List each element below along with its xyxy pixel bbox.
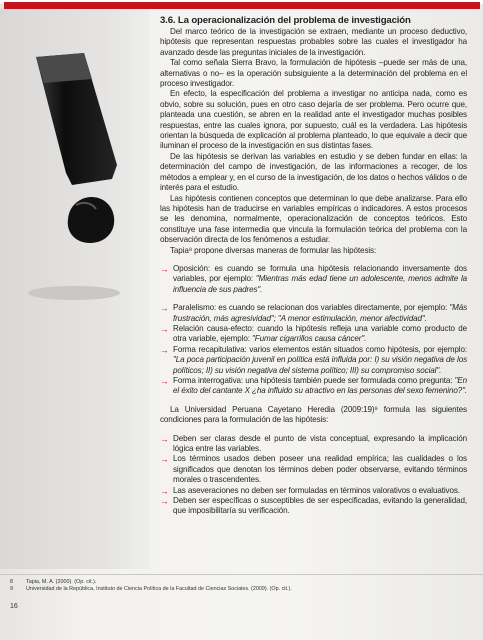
hypothesis-form-oposicion	[160, 264, 467, 295]
hypothesis-forms-list	[160, 303, 467, 397]
paragraph: La Universidad Peruana Cayetano Heredia (2009:19)⁹ formula las siguientes condiciones para la formulación de las hipótesis:	[160, 404, 467, 425]
item-text: Los términos usados deben poseer una realidad empírica; las cualidades o los significados que denotan los términos deben poder observarse, evitando términos morales o trascendentes.	[173, 454, 467, 485]
section-title: 3.6. La operacionalización del problema de investigación	[160, 15, 411, 26]
list-item	[160, 345, 467, 376]
paragraph: Tal como señala Sierra Bravo, la formulación de hipótesis –puede ser más de una, alternativas o no– es la operación subsiguiente a la determinación del problema en el proceso investigador.	[160, 58, 467, 89]
item-example: "Mientras más edad tiene un adolescente, menos admite la influencia de sus padres".	[173, 274, 467, 294]
illustration-panel	[0, 9, 150, 569]
footnote-number: 8	[10, 579, 13, 585]
exclamation-mark-illustration	[14, 53, 129, 303]
arrow-bullet-icon: →	[160, 303, 169, 314]
arrow-bullet-icon: →	[160, 496, 169, 507]
arrow-bullet-icon: →	[160, 323, 169, 334]
item-lead: Oposición: es cuando se formula una hipótesis relacionando inversamente dos variables, por ejemplo:	[173, 263, 467, 284]
item-lead: Paralelismo: es cuando se relacionan dos variables directamente, por ejemplo:	[173, 303, 450, 313]
item-example: "Fumar cigarrillos causa cáncer".	[252, 334, 367, 344]
paragraph: En efecto, la especificación del problema a investigar no anticipa nada, como es obvio, sobre su solución, pues en otro caso dejaría de ser problema. Pero ocurre que, planteada una cuestión, se abren en la realidad ante el investigador muchas posibles respuestas, entre las cuales ignora, por supuesto, cuál es la verdadera. Las hipótesis orientan la búsqueda de explicación al problema planteado, lo que equivale a decir que iluminan el proceso de la investigación en sus distintas fases.	[160, 89, 467, 151]
footnote-number: 9	[10, 586, 13, 593]
item-text: Las aseveraciones no deben ser formuladas en términos valorativos o evaluativos.	[173, 485, 460, 495]
arrow-bullet-icon: →	[160, 433, 169, 444]
conditions-list	[160, 434, 467, 517]
footnote	[10, 579, 470, 586]
item-lead: Relación causa-efecto: cuando la hipótesis refleja una variable como producto de otra variable, ejemplo:	[173, 323, 467, 344]
list-item	[160, 303, 467, 324]
arrow-bullet-icon: →	[160, 263, 169, 274]
list-item	[160, 496, 467, 517]
arrow-bullet-icon: →	[160, 454, 169, 465]
item-example: "Más frustración, más agresividad"; "A menor estimulación, menor afectividad".	[173, 303, 467, 323]
paragraph: Del marco teórico de la investigación se extraen, mediante un proceso deductivo, hipótesis que representan respuestas probables sobre las cuales el investigador ha avanzado desde las preguntas iniciales de la investigación.	[160, 27, 467, 57]
footnote-text: Universidad de la República, Instituto de Ciencia Política de la Facultad de Ciencias Sociales. (2009). (Op. cit.).	[26, 586, 292, 593]
page-number: 16	[10, 603, 18, 610]
main-text-column	[160, 15, 467, 517]
item-example: "En el éxito del cantante X ¿ha influido su atractivo en las personas del sexo femenino?".	[173, 376, 468, 396]
list-item	[160, 376, 467, 397]
list-item	[160, 434, 467, 455]
arrow-bullet-icon: →	[160, 485, 169, 496]
list-item	[160, 454, 467, 485]
item-text: Deben ser específicas o susceptibles de ser especificadas, evitando la generalidad, que imposibilitaría su verificación.	[173, 496, 467, 516]
paragraph: Las hipótesis contienen conceptos que determinan lo que debe analizarse. Para ello las hipótesis han de traducirse en variables empíricas o indicadores. A estos procesos se les denomina, normalmente, operacionalización de conceptos teóricos. Esto constituye una fase intermedia que vincula la formulación teórica del problema con la observación directa de los fenómenos a estudiar.	[160, 193, 467, 245]
footnote	[10, 586, 470, 593]
footnote-divider	[0, 574, 483, 575]
arrow-bullet-icon: →	[160, 376, 169, 386]
item-lead: Forma recapitulativa: varios elementos están situados como hipótesis, por ejemplo:	[173, 344, 467, 354]
paragraph: Tapia⁸ propone diversas maneras de formular las hipótesis:	[170, 245, 377, 255]
chapter-color-bar	[4, 2, 480, 9]
footnote-text: Tapia, M. A. (2000). (Op. cit.).	[26, 579, 97, 585]
arrow-bullet-icon: →	[160, 344, 169, 355]
item-text: Deben ser claras desde el punto de vista conceptual, expresando la implicación lógica entre las variables.	[173, 433, 467, 454]
item-example: "La poca participación juvenil en política está influida por: I) su visión negativa de los políticos; II) su visión negativa del sistema político; III) su compromiso social".	[173, 355, 467, 375]
list-item	[160, 324, 467, 345]
item-lead: Forma interrogativa: una hipótesis también puede ser formulada como pregunta:	[173, 376, 455, 385]
paragraph: De las hipótesis se derivan las variables en estudio y se deben fundar en ellas: la determinación del campo de investigación, de las informaciones a recoger, de los métodos a emplear y, en el curso de la investigación, de los datos o hechos válidos o de interés para el estudio.	[160, 151, 467, 193]
footnotes	[10, 579, 470, 593]
list-item	[160, 486, 467, 496]
